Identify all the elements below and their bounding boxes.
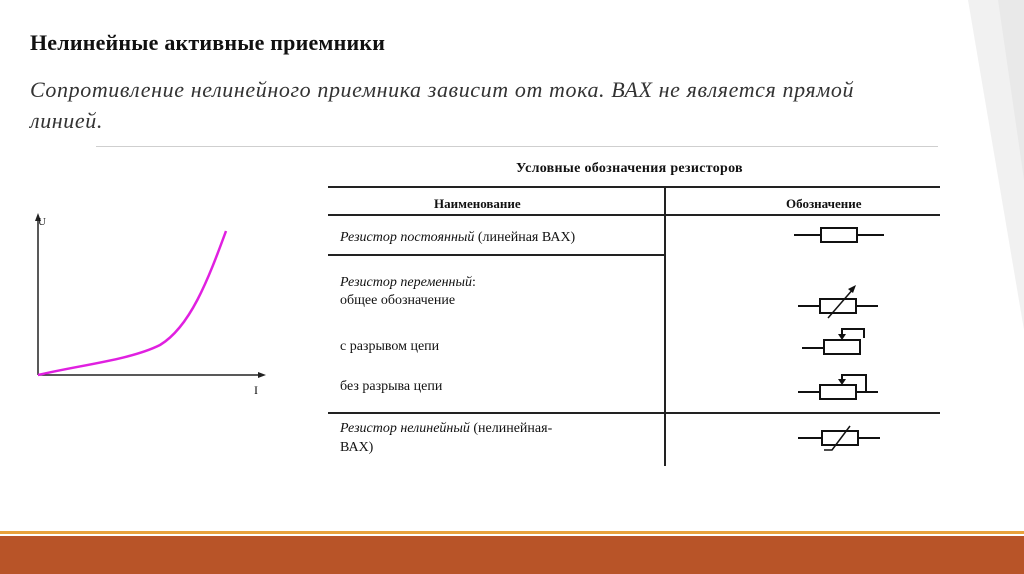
row-variable-colon: : [471, 275, 476, 290]
footer-bar [0, 536, 1024, 574]
column-header-symbol: Обозначение [786, 196, 862, 211]
slide-title: Нелинейные активные приемники [30, 30, 386, 55]
row-variable-without-break: без разрыва цепи [340, 379, 443, 394]
row-fixed-note: (линейная ВАХ) [474, 230, 576, 245]
row-variable-name: Резистор переменный [340, 275, 472, 290]
row-nonlinear-resistor [340, 420, 552, 438]
rheostat-no-break-icon [798, 370, 880, 404]
row-nonlinear-line2: ВАХ) [340, 440, 374, 455]
row-fixed-resistor [340, 229, 575, 247]
table-column-divider [664, 186, 666, 466]
nonlinear-resistor-icon [798, 422, 882, 454]
table-header-border [328, 214, 940, 216]
variable-resistor-icon [798, 282, 882, 322]
vac-curve [38, 231, 226, 375]
row-fixed-name: Резистор постоянный [340, 230, 475, 245]
column-header-name: Наименование [434, 196, 521, 211]
fixed-resistor-icon [794, 224, 886, 246]
table-top-border [328, 186, 940, 188]
resistor-symbols-table [328, 186, 940, 466]
row-nonlinear-name: Резистор нелинейный [340, 421, 470, 436]
rheostat-break-icon [802, 324, 872, 358]
y-axis-label: U [38, 216, 46, 228]
slide-subtitle: Сопротивление нелинейного приемника зависит от тока. ВАХ не является прямой линией. [30, 77, 855, 133]
table-row-border [328, 412, 940, 414]
footer-accent-line [0, 531, 1024, 534]
row-variable-with-break: с разрывом цепи [340, 339, 440, 354]
table-title: Условные обозначения резисторов [516, 161, 743, 176]
table-row-border [328, 254, 664, 256]
page-fold-decoration [938, 0, 1024, 574]
vac-graph [30, 205, 270, 400]
row-variable-general: общее обозначение [340, 293, 456, 308]
row-nonlinear-note: (нелинейная- [469, 421, 553, 436]
row-variable-resistor [340, 274, 476, 292]
graph-axes [35, 213, 266, 378]
title-divider [96, 146, 938, 147]
x-axis-label: I [254, 383, 258, 397]
